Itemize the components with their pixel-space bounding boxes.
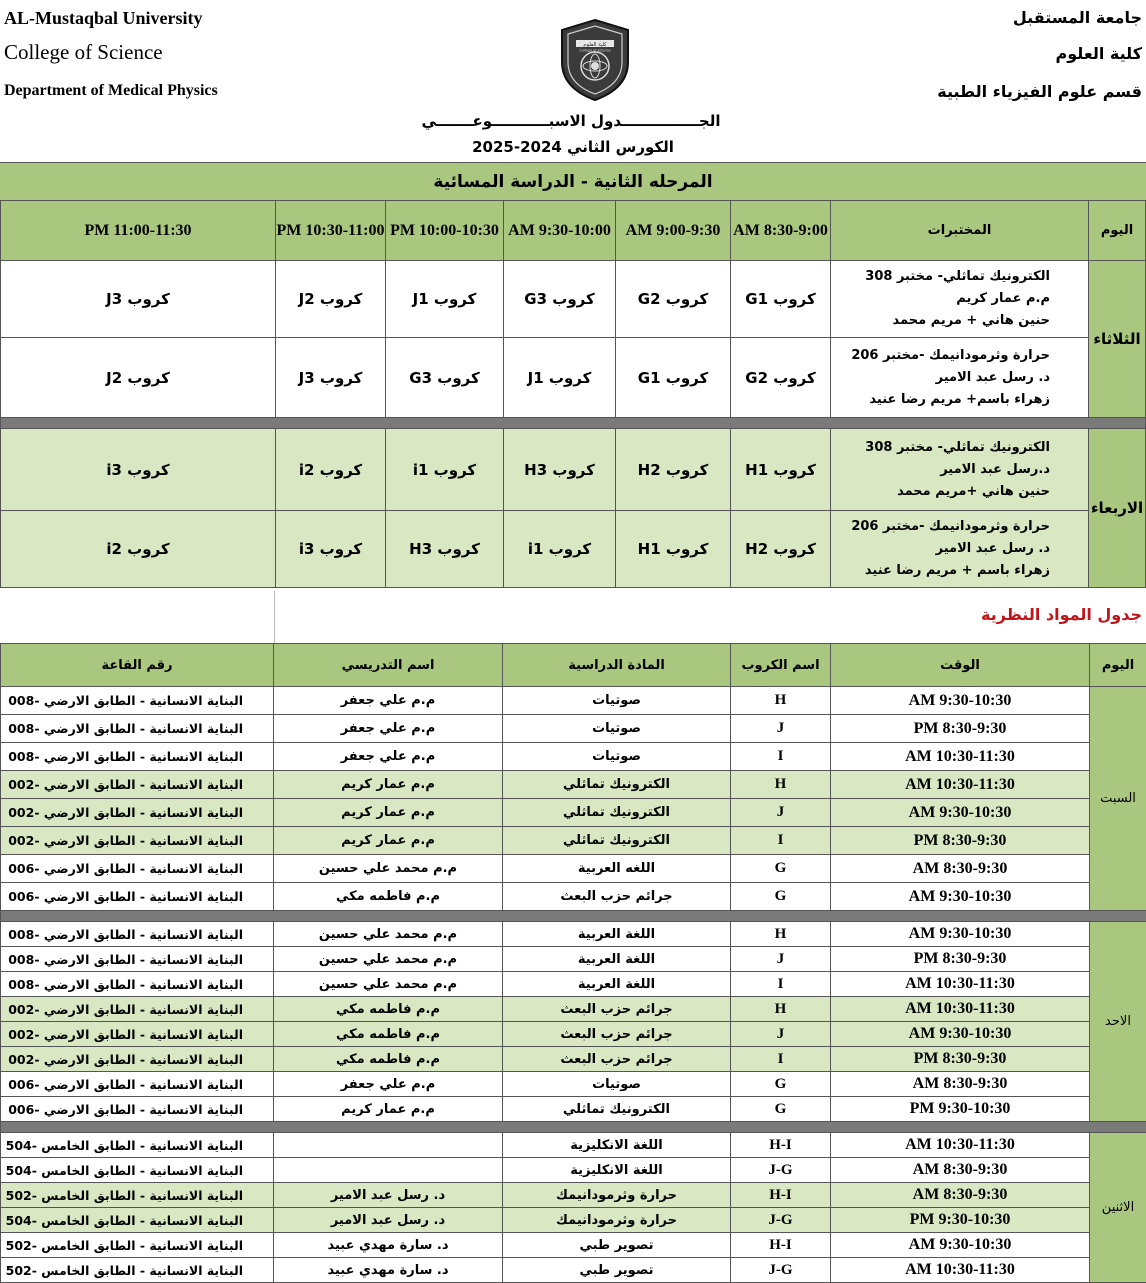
day-separator: [1, 911, 1146, 922]
group-cell: كروب G2: [731, 338, 831, 418]
group-cell: كروب G1: [731, 261, 831, 338]
group-cell: G: [731, 855, 831, 883]
group-cell: H-I: [731, 1133, 831, 1158]
group-cell: I: [731, 1047, 831, 1072]
group-cell: كروب i2: [276, 429, 386, 511]
lab-header-cell: اليوم: [1089, 201, 1146, 261]
subject-cell: اللغة العربية: [503, 922, 731, 947]
weekly-title: الجـــــــــــــــدول الاسبـــــــــــوعـــــــي: [0, 112, 1144, 130]
en-college: College of Science: [4, 40, 163, 65]
theory-row: [1, 1233, 1146, 1258]
teacher-cell: م.م محمد علي حسين: [274, 922, 503, 947]
lab-instructor: م.م عمار كريم: [831, 288, 1050, 310]
group-cell: كروب G1: [616, 338, 731, 418]
subject-cell: اللغة الانكليزية: [503, 1158, 731, 1183]
teacher-cell: م.م فاطمه مكي: [274, 1047, 503, 1072]
room-cell: البناية الانسانية - الطابق الارضي -006: [1, 1097, 274, 1122]
subject-cell: الكترونيك تماثلي: [503, 799, 731, 827]
room-cell: البناية الانسانية - الطابق الخامس -502: [1, 1183, 274, 1208]
group-cell: I: [731, 972, 831, 997]
ar-university: جامعة المستقبل: [1013, 8, 1142, 27]
lab-row: [1, 429, 1146, 511]
group-cell: H-I: [731, 1233, 831, 1258]
group-cell: J: [731, 799, 831, 827]
lab-assistants: حنين هاني +مريم محمد: [831, 481, 1050, 503]
theory-row: [1, 687, 1146, 715]
room-cell: البناية الانسانية - الطابق الارضي -002: [1, 997, 274, 1022]
room-cell: البناية الانسانية - الطابق الارضي -008: [1, 972, 274, 997]
group-cell: كروب i2: [1, 511, 276, 588]
group-cell: كروب G3: [386, 338, 504, 418]
theory-row: [1, 947, 1146, 972]
teacher-cell: د. رسل عبد الامير: [274, 1208, 503, 1233]
theory-row: [1, 1208, 1146, 1233]
time-cell: 10:30-11:30 AM: [831, 997, 1090, 1022]
theory-header-cell: اليوم: [1090, 644, 1146, 687]
room-cell: البناية الانسانية - الطابق الارضي -008: [1, 922, 274, 947]
time-cell: 10:30-11:30 AM: [831, 972, 1090, 997]
theory-header-row: [1, 644, 1146, 687]
group-cell: G: [731, 1097, 831, 1122]
group-cell: كروب H1: [616, 511, 731, 588]
room-cell: البناية الانسانية - الطابق الارضي -006: [1, 855, 274, 883]
group-cell: J-G: [731, 1208, 831, 1233]
teacher-cell: م.م محمد علي حسين: [274, 972, 503, 997]
lab-header-cell: المختبرات: [831, 201, 1089, 261]
theory-row: [1, 771, 1146, 799]
time-cell: 9:30-10:30 AM: [831, 1022, 1090, 1047]
lab-row: [1, 338, 1146, 418]
teacher-cell: م.م فاطمه مكي: [274, 883, 503, 911]
lab-name: حرارة وثرمودانيمك -مختبر 206: [831, 516, 1050, 538]
group-cell: G: [731, 883, 831, 911]
teacher-cell: م.م محمد علي حسين: [274, 855, 503, 883]
subject-cell: الكترونيك تماثلي: [503, 827, 731, 855]
lab-header-cell: 11:00-11:30 PM: [1, 201, 276, 261]
lab-row: [1, 511, 1146, 588]
room-cell: البناية الانسانية - الطابق الارضي -002: [1, 827, 274, 855]
time-cell: 9:30-10:30 AM: [831, 922, 1090, 947]
subject-cell: اللغة الانكليزية: [503, 1133, 731, 1158]
group-cell: كروب i1: [504, 511, 616, 588]
subject-cell: تصوير طبي: [503, 1233, 731, 1258]
room-cell: البناية الانسانية - الطابق الخامس -504: [1, 1208, 274, 1233]
day-separator: [1, 1122, 1146, 1133]
group-cell: H: [731, 922, 831, 947]
room-cell: البناية الانسانية - الطابق الخامس -504: [1, 1158, 274, 1183]
room-cell: البناية الانسانية - الطابق الارضي -002: [1, 771, 274, 799]
group-cell: H-I: [731, 1183, 831, 1208]
theory-row: [1, 1022, 1146, 1047]
theory-header-cell: اسم الكروب: [731, 644, 831, 687]
time-cell: 8:30-9:30 AM: [831, 1072, 1090, 1097]
day-cell: الاحد: [1090, 922, 1146, 1122]
time-cell: 8:30-9:30 PM: [831, 827, 1090, 855]
lab-name: الكترونيك تماثلي- مختبر 308: [831, 437, 1050, 459]
theory-title: جدول المواد النظرية: [981, 605, 1142, 624]
ar-department: قسم علوم الفيزياء الطبية: [937, 82, 1142, 101]
group-cell: I: [731, 827, 831, 855]
room-cell: البناية الانسانية - الطابق الارضي -008: [1, 947, 274, 972]
group-cell: I: [731, 743, 831, 771]
theory-row: [1, 715, 1146, 743]
teacher-cell: م.م فاطمه مكي: [274, 1022, 503, 1047]
lab-header-cell: 9:00-9:30 AM: [616, 201, 731, 261]
room-cell: البناية الانسانية - الطابق الارضي -008: [1, 687, 274, 715]
lab-instructor: د.رسل عبد الامير: [831, 459, 1050, 481]
time-cell: 9:30-10:30 AM: [831, 799, 1090, 827]
subject-cell: اللغة العربية: [503, 947, 731, 972]
lab-header-cell: 10:00-10:30 PM: [386, 201, 504, 261]
teacher-cell: [274, 1158, 503, 1183]
subject-cell: الكترونيك تماثلي: [503, 1097, 731, 1122]
theory-header-cell: اسم التدريسي: [274, 644, 503, 687]
teacher-cell: [274, 1133, 503, 1158]
subject-cell: حرارة وثرمودانيمك: [503, 1183, 731, 1208]
document-header: [0, 0, 1146, 162]
subject-cell: اللغة العربية: [503, 972, 731, 997]
theory-row: [1, 799, 1146, 827]
theory-row: [1, 972, 1146, 997]
lab-assistants: زهراء باسم + مريم رضا عنيد: [831, 560, 1050, 582]
group-cell: J: [731, 1022, 831, 1047]
lab-instructor: د. رسل عبد الامير: [831, 538, 1050, 560]
group-cell: كروب G3: [504, 261, 616, 338]
time-cell: 8:30-9:30 AM: [831, 1183, 1090, 1208]
lab-header-cell: 9:30-10:00 AM: [504, 201, 616, 261]
subject-cell: تصوير طبي: [503, 1258, 731, 1283]
teacher-cell: م.م عمار كريم: [274, 771, 503, 799]
teacher-cell: م.م علي جعفر: [274, 687, 503, 715]
room-cell: البناية الانسانية - الطابق الارضي -002: [1, 1047, 274, 1072]
theory-header-cell: رقم القاعة: [1, 644, 274, 687]
lab-header-cell: 8:30-9:00 AM: [731, 201, 831, 261]
group-cell: J-G: [731, 1158, 831, 1183]
time-cell: 10:30-11:30 AM: [831, 1258, 1090, 1283]
room-cell: البناية الانسانية - الطابق الخامس -502: [1, 1233, 274, 1258]
lab-info-cell: [831, 511, 1089, 588]
group-cell: H: [731, 997, 831, 1022]
teacher-cell: م.م فاطمه مكي: [274, 997, 503, 1022]
lab-name: حرارة وثرمودانيمك -مختبر 206: [831, 345, 1050, 367]
room-cell: البناية الانسانية - الطابق الخامس -502: [1, 1258, 274, 1283]
time-cell: 8:30-9:30 AM: [831, 855, 1090, 883]
room-cell: البناية الانسانية - الطابق الارضي -006: [1, 1072, 274, 1097]
group-cell: كروب H3: [386, 511, 504, 588]
logo-label: كلية العلوم: [583, 42, 607, 48]
lab-assistants: حنين هاني + مريم محمد: [831, 310, 1050, 332]
subject-cell: الكترونيك تماثلي: [503, 771, 731, 799]
group-cell: J: [731, 715, 831, 743]
subject-cell: جرائم حزب البعث: [503, 1047, 731, 1072]
time-cell: 9:30-10:30 PM: [831, 1097, 1090, 1122]
subject-cell: حرارة وثرمودانيمك: [503, 1208, 731, 1233]
college-logo-icon: [558, 18, 632, 102]
subject-cell: صوتيات: [503, 715, 731, 743]
teacher-cell: م.م علي جعفر: [274, 743, 503, 771]
group-cell: كروب i3: [276, 511, 386, 588]
lab-name: الكترونيك تماثلي- مختبر 308: [831, 266, 1050, 288]
room-cell: البناية الانسانية - الطابق الارضي -008: [1, 715, 274, 743]
teacher-cell: د. سارة مهدي عبيد: [274, 1258, 503, 1283]
time-cell: 9:30-10:30 AM: [831, 687, 1090, 715]
group-cell: كروب i3: [1, 429, 276, 511]
time-cell: 9:30-10:30 AM: [831, 883, 1090, 911]
course-title: الكورس الثاني 2024-2025: [0, 138, 1146, 156]
theory-row: [1, 1183, 1146, 1208]
stage-banner: المرحله الثانية - الدراسة المسائية: [0, 162, 1146, 201]
teacher-cell: م.م عمار كريم: [274, 827, 503, 855]
theory-header-cell: الوقت: [831, 644, 1090, 687]
theory-row: [1, 1072, 1146, 1097]
day-cell: السبت: [1090, 687, 1146, 911]
group-cell: G: [731, 1072, 831, 1097]
theory-row: [1, 743, 1146, 771]
teacher-cell: م.م علي جعفر: [274, 715, 503, 743]
subject-cell: جرائم حزب البعث: [503, 1022, 731, 1047]
group-cell: كروب H2: [616, 429, 731, 511]
group-cell: كروب H3: [504, 429, 616, 511]
group-cell: كروب H1: [731, 429, 831, 511]
theory-row: [1, 1097, 1146, 1122]
lab-schedule-table: [0, 200, 1146, 588]
time-cell: 9:30-10:30 PM: [831, 1208, 1090, 1233]
lab-info-cell: [831, 261, 1089, 338]
room-cell: البناية الانسانية - الطابق الارضي -008: [1, 743, 274, 771]
logo-sub: College of Science: [579, 49, 610, 53]
day-cell: الاربعاء: [1089, 429, 1146, 588]
theory-row: [1, 855, 1146, 883]
group-cell: H: [731, 771, 831, 799]
ar-college: كلية العلوم: [1056, 44, 1142, 63]
lab-info-cell: [831, 429, 1089, 511]
theory-row: [1, 1158, 1146, 1183]
time-cell: 8:30-9:30 AM: [831, 1158, 1090, 1183]
theory-row: [1, 997, 1146, 1022]
theory-header-cell: المادة الدراسية: [503, 644, 731, 687]
room-cell: البناية الانسانية - الطابق الارضي -002: [1, 799, 274, 827]
group-cell: كروب H2: [731, 511, 831, 588]
group-cell: كروب J1: [386, 261, 504, 338]
day-cell: الثلاثاء: [1089, 261, 1146, 418]
lab-header-cell: 10:30-11:00 PM: [276, 201, 386, 261]
time-cell: 8:30-9:30 PM: [831, 1047, 1090, 1072]
time-cell: 8:30-9:30 PM: [831, 947, 1090, 972]
lab-assistants: زهراء باسم+ مريم رضا عنيد: [831, 389, 1050, 411]
theory-row: [1, 1258, 1146, 1283]
lab-instructor: د. رسل عبد الامير: [831, 367, 1050, 389]
subject-cell: جرائم حزب البعث: [503, 883, 731, 911]
en-department: Department of Medical Physics: [4, 82, 218, 100]
lab-info-cell: [831, 338, 1089, 418]
subject-cell: جرائم حزب البعث: [503, 997, 731, 1022]
room-cell: البناية الانسانية - الطابق الارضي -002: [1, 1022, 274, 1047]
teacher-cell: م.م محمد علي حسين: [274, 947, 503, 972]
group-cell: كروب J2: [276, 261, 386, 338]
theory-row: [1, 883, 1146, 911]
group-cell: كروب J3: [276, 338, 386, 418]
theory-row: [1, 1133, 1146, 1158]
time-cell: 8:30-9:30 PM: [831, 715, 1090, 743]
group-cell: J: [731, 947, 831, 972]
teacher-cell: م.م عمار كريم: [274, 1097, 503, 1122]
group-cell: كروب J2: [1, 338, 276, 418]
theory-section-header: [0, 591, 1146, 644]
room-cell: البناية الانسانية - الطابق الارضي -006: [1, 883, 274, 911]
teacher-cell: م.م عمار كريم: [274, 799, 503, 827]
teacher-cell: د. سارة مهدي عبيد: [274, 1233, 503, 1258]
theory-row: [1, 922, 1146, 947]
time-cell: 10:30-11:30 AM: [831, 1133, 1090, 1158]
subject-cell: اللغه العربية: [503, 855, 731, 883]
subject-cell: صوتيات: [503, 743, 731, 771]
teacher-cell: د. رسل عبد الامير: [274, 1183, 503, 1208]
time-cell: 10:30-11:30 AM: [831, 743, 1090, 771]
teacher-cell: م.م علي جعفر: [274, 1072, 503, 1097]
en-university: AL-Mustaqbal University: [4, 8, 203, 29]
theory-row: [1, 1047, 1146, 1072]
group-cell: كروب G2: [616, 261, 731, 338]
theory-row: [1, 827, 1146, 855]
time-cell: 9:30-10:30 AM: [831, 1233, 1090, 1258]
group-cell: كروب i1: [386, 429, 504, 511]
day-separator: [1, 418, 1146, 429]
group-cell: كروب J1: [504, 338, 616, 418]
theory-schedule-table: [0, 643, 1146, 1283]
subject-cell: صوتيات: [503, 687, 731, 715]
group-cell: كروب J3: [1, 261, 276, 338]
day-cell: الاثنين: [1090, 1133, 1146, 1283]
group-cell: J-G: [731, 1258, 831, 1283]
lab-row: [1, 261, 1146, 338]
group-cell: H: [731, 687, 831, 715]
lab-header-row: [1, 201, 1146, 261]
room-cell: البناية الانسانية - الطابق الخامس -504: [1, 1133, 274, 1158]
subject-cell: صوتيات: [503, 1072, 731, 1097]
time-cell: 10:30-11:30 AM: [831, 771, 1090, 799]
